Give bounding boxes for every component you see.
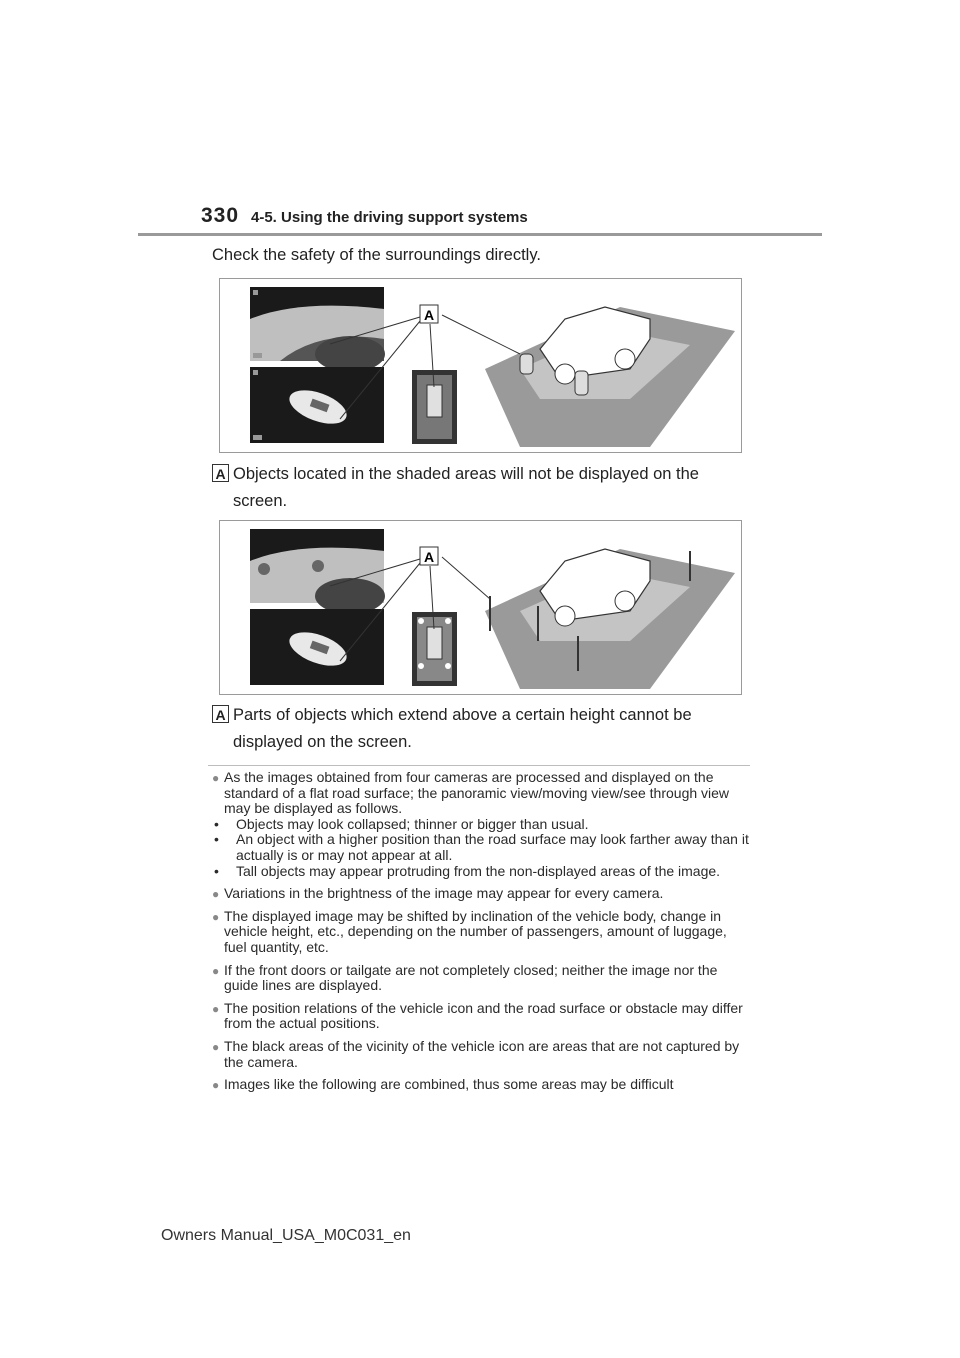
bullet-icon: ● bbox=[212, 1039, 220, 1054]
note-text: Images like the following are combined, thus some areas may be difficult bbox=[224, 1076, 674, 1093]
note-text: As the images obtained from four cameras are processed and displayed on the standard of a flat road surface; the panoramic view/moving view/see through view may be displayed as follows. bbox=[224, 769, 730, 817]
note-item bbox=[212, 886, 752, 902]
note-sub-item: • An object with a higher position than the road surface may look farther away than it actually is or may not appear at all. bbox=[214, 831, 749, 863]
notes-rule bbox=[208, 765, 750, 766]
figure1-callout: A bbox=[423, 307, 435, 323]
header-rule bbox=[138, 233, 822, 236]
note-item bbox=[212, 909, 752, 956]
figure2-callout: A bbox=[423, 549, 435, 565]
bullet-icon: ● bbox=[212, 909, 220, 924]
figure1-caption-line1: Objects located in the shaded areas will not be displayed on the bbox=[233, 465, 699, 483]
intro-text: Check the safety of the surroundings directly. bbox=[212, 246, 541, 264]
figure-unseen-areas bbox=[219, 278, 742, 453]
bullet-icon: ● bbox=[212, 887, 220, 902]
note-text: If the front doors or tailgate are not completely closed; neither the image nor the guide lines are displayed. bbox=[224, 961, 718, 994]
section-title: 4-5. Using the driving support systems bbox=[251, 209, 528, 226]
figure1-caption-line2: screen. bbox=[233, 492, 288, 510]
note-item bbox=[212, 1001, 752, 1032]
note-sub-item: • Objects may look collapsed; thinner or bigger than usual. bbox=[214, 815, 589, 832]
note-sub-item: • Tall objects may appear protruding from the non-displayed areas of the image. bbox=[214, 862, 721, 879]
note-item bbox=[212, 1039, 752, 1070]
figure-height-limit bbox=[219, 520, 742, 695]
note-item bbox=[212, 1077, 752, 1093]
notes-list bbox=[212, 770, 752, 1100]
note-item bbox=[212, 963, 752, 994]
footer-manual-id: Owners Manual_USA_M0C031_en bbox=[161, 1227, 411, 1244]
figure-illustration-2 bbox=[220, 521, 741, 694]
bullet-icon: ● bbox=[212, 1078, 220, 1093]
page-number: 330 bbox=[201, 204, 240, 227]
bullet-icon: ● bbox=[212, 963, 220, 978]
figure1-caption bbox=[212, 461, 752, 515]
note-text: The position relations of the vehicle icon and the road surface or obstacle may differ from the actual positions. bbox=[224, 999, 743, 1032]
figure-illustration-1 bbox=[220, 279, 741, 452]
note-text: The black areas of the vicinity of the vehicle icon are areas that are not captured by the camera. bbox=[224, 1037, 740, 1070]
figure2-caption-line2: displayed on the screen. bbox=[233, 733, 412, 751]
figure2-caption bbox=[212, 702, 752, 756]
figure1-caption-marker: A bbox=[212, 464, 229, 482]
figure2-caption-line1: Parts of objects which extend above a certain height cannot be bbox=[233, 706, 692, 724]
note-text: Variations in the brightness of the image may appear for every camera. bbox=[224, 885, 664, 902]
bullet-icon: ● bbox=[212, 1001, 220, 1016]
figure2-caption-marker: A bbox=[212, 705, 229, 723]
note-text: The displayed image may be shifted by inclination of the vehicle body, change in vehicle height, etc., depending on the number of passengers, amount of luggage, fuel quantity, etc. bbox=[224, 907, 727, 955]
bullet-icon: ● bbox=[212, 771, 220, 785]
note-item bbox=[212, 770, 752, 879]
